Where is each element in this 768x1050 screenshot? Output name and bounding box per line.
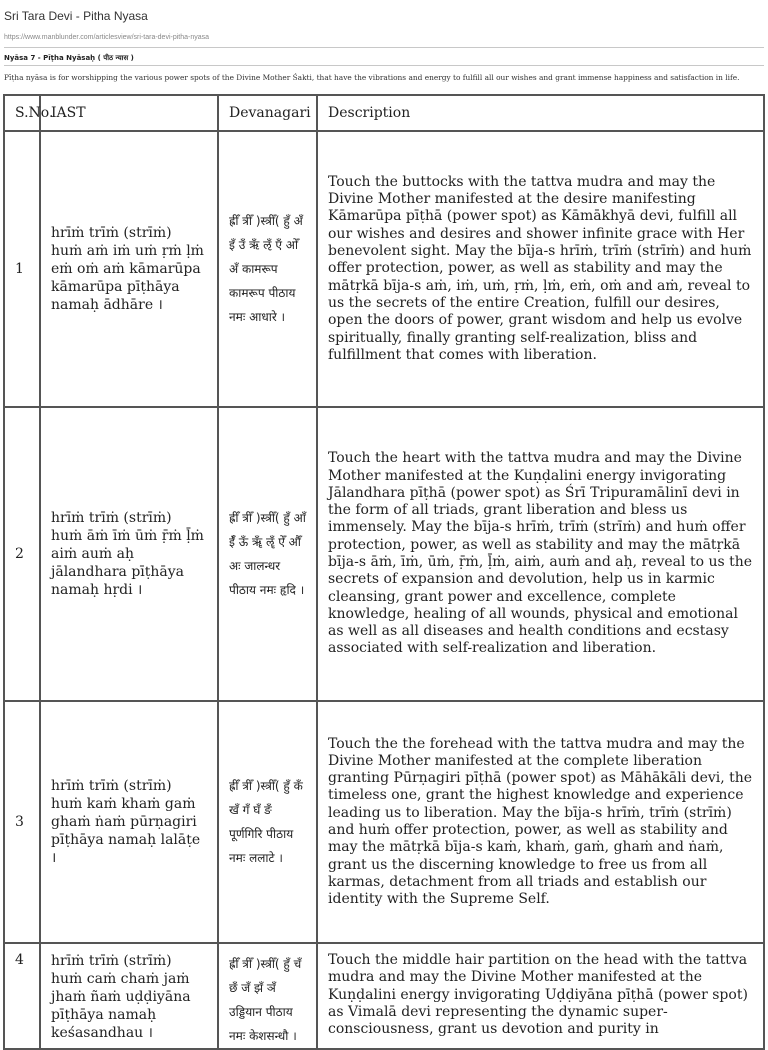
section-heading: Nyāsa 7 - Pīṭha Nyāsaḥ ( पीठ न्यास ) [4,54,134,62]
table-row [4,701,764,943]
table-row [4,407,764,701]
cell-iast: hrīṁ trīṁ (strīṁ) huṁ aṁ iṁ uṁ ṛṁ ḷṁ eṁ oṁ aṁ kāmarūpa kāmarūpa pīṭhāya namaḥ ādhāre । [40,131,218,407]
header-iast: IAST [40,95,218,131]
cell-devanagari: ह्रीँ त्रीँ )स्त्रीँ( हुँ कँ खँ गँ घँ ङँ पूर्णगिरि पीठाय नमः ललाटे । [218,701,317,943]
header-sno: S.No. [4,95,40,131]
divider [4,65,764,66]
cell-sno: 3 [4,701,40,943]
cell-sno: 2 [4,407,40,701]
table-row [4,131,764,407]
cell-iast: hrīṁ trīṁ (strīṁ) huṁ kaṁ khaṁ gaṁ ghaṁ ṅaṁ pūrṇagiri pīṭhāya namaḥ lalāṭe । [40,701,218,943]
cell-sno: 4 [4,943,40,1049]
cell-description: Touch the the forehead with the tattva mudra and may the Divine Mother manifested at the complete liberation granting Pūrṇagiri pīṭhā (power spot) as Māhākāli devi, the timeless one, grant the highest knowledge and experience leading us to liberation. May the bīja-s hrīṁ, trīṁ (strīṁ) and huṁ offer protection, power, as well as stability and may the mātṛkā bīja-s kaṁ, khaṁ, gaṁ, ghaṁ and ṅaṁ, grant us the discerning knowledge to free us from all karmas, detachment from all triads and establish our identity with the Supreme Self. [317,701,764,943]
nyasa-table [3,94,765,1050]
cell-description: Touch the buttocks with the tattva mudra and may the Divine Mother manifested at the desire manifesting Kāmarūpa pīṭhā (power spot) as Kāmākhyā devi, fulfill all our wishes and desires and shower infinite grace with Her benevolent sight. May the bīja-s hrīṁ, trīṁ (strīṁ) and huṁ offer protection, power, as well as stability and may the mātṛkā bīja-s aṁ, iṁ, uṁ, ṛṁ, ḷṁ, eṁ, oṁ and aṁ, reveal to us the secrets of the entire Creation, fulfill our desires, open the doors of power, grant wisdom and help us evolve spiritually, finally granting self-realization, bliss and fulfillment that comes with liberation. [317,131,764,407]
cell-iast: hrīṁ trīṁ (strīṁ) huṁ caṁ chaṁ jaṁ jhaṁ ñaṁ uḍḍiyāna pīṭhāya namaḥ keśasandhau । [40,943,218,1049]
cell-iast: hrīṁ trīṁ (strīṁ) huṁ āṁ īṁ ūṁ ṝṁ ḹṁ aiṁ auṁ aḥ jālandhara pīṭhāya namaḥ hṛdi । [40,407,218,701]
cell-sno: 1 [4,131,40,407]
table-row [4,943,764,1049]
page-url[interactable]: https://www.manblunder.com/articlesview/sri-tara-devi-pitha-nyasa [4,34,210,41]
cell-devanagari: ह्रीँ त्रीँ )स्त्रीँ( हुँ आँ ईँ ऊँ ॠँ ॡँ ऐँ औँ अः जालन्धर पीठाय नमः हृदि । [218,407,317,701]
cell-devanagari: ह्रीँ त्रीँ )स्त्रीँ( हुँ चँ छँ जँ झँ ञँ उड्डियान पीठाय नमः केशसन्धौ । [218,943,317,1049]
divider [4,47,764,48]
cell-description: Touch the middle hair partition on the head with the tattva mudra and may the Divine Mother manifested at the Kuṇḍalini energy invigorating Uḍḍiyāna pīṭhā (power spot) as Vimalā devi representing the dynamic super-consciousness, grant us devotion and purity in [317,943,764,1049]
cell-description: Touch the heart with the tattva mudra and may the Divine Mother manifested at the Kuṇḍalini energy invigorating Jālandhara pīṭhā (power spot) as Śrī Tripuramālinī devi in the form of all triads, grant liberation and bless us immensely. May the bīja-s hrīṁ, trīṁ (strīṁ) and huṁ offer protection, power, as well as stability and may the mātṛkā bīja-s āṁ, īṁ, ūṁ, ṝṁ, ḹṁ, aiṁ, auṁ and aḥ, reveal to us the secrets of expansion and devolution, help us in karmic cleansing, grant power and excellence, complete knowledge, healing of all wounds, physical and emotional as well as all diseases and health conditions and ecstasy associated with self-realization and liberation. [317,407,764,701]
header-description: Description [317,95,764,131]
page-title: Sri Tara Devi - Pitha Nyasa [4,9,148,23]
intro-paragraph: Pīṭha nyāsa is for worshipping the various power spots of the Divine Mother Śakti, that have the vibrations and energy to fulfill all our wishes and grant immense happiness and satisfaction in life. [4,73,740,82]
cell-devanagari: ह्रीँ त्रीँ )स्त्रीँ( हुँ अँ इँ उँ ऋँ ऌँ एँ ओँ अँ कामरूप कामरूप पीठाय नमः आधारे । [218,131,317,407]
header-devanagari: Devanagari [218,95,317,131]
table-header-row [4,95,764,131]
